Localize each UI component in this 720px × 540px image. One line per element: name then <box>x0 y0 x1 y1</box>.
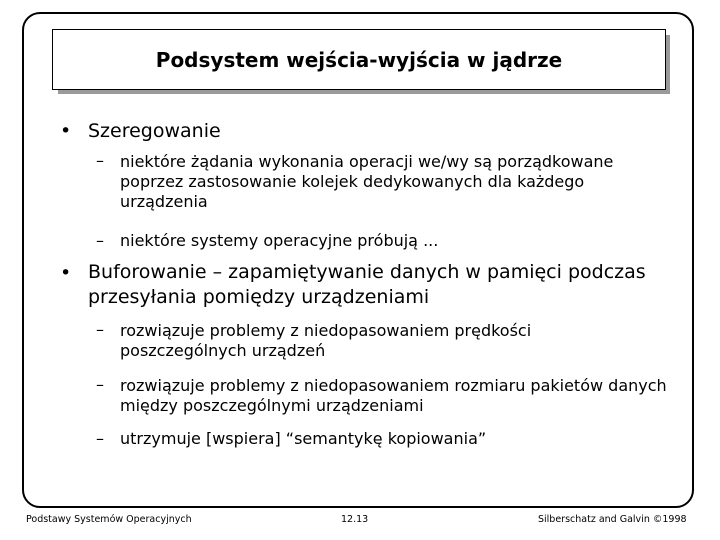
dash-icon: – <box>96 375 104 394</box>
footer-course: Podstawy Systemów Operacyjnych <box>26 514 192 525</box>
title-box <box>52 29 666 90</box>
sub-item: utrzymuje [wspiera] “semantykę kopiowania” <box>120 429 487 448</box>
slide-title: Podsystem wejścia-wyjścia w jądrze <box>155 47 563 72</box>
sub-item: rozwiązuje problemy z niedopasowaniem rozmiaru pakietów danych między poszczególnymi urządzeniami <box>120 376 667 415</box>
sub-item: niektóre systemy operacyjne próbują ... <box>120 231 439 250</box>
dash-icon: – <box>96 231 104 250</box>
sub-item: niektóre żądania wykonania operacji we/wy są porządkowane poprzez zastosowanie kolejek dedykowanych dla każdego urządzenia <box>120 152 614 211</box>
dash-icon: – <box>96 320 104 339</box>
footer-page-number: 12.13 <box>341 514 369 525</box>
bullet-item-buffering: Buforowanie – zapamiętywanie danych w pamięci podczas przesyłania pomiędzy urządzeniami <box>88 261 646 308</box>
bullet-icon: • <box>60 262 72 284</box>
bullet-icon: • <box>60 120 72 142</box>
footer-copyright: Silberschatz and Galvin ©1998 <box>538 514 687 525</box>
sub-item: rozwiązuje problemy z niedopasowaniem prędkości poszczególnych urządzeń <box>120 321 532 360</box>
bullet-item-scheduling: Szeregowanie <box>88 120 221 142</box>
dash-icon: – <box>96 151 104 170</box>
dash-icon: – <box>96 429 104 448</box>
